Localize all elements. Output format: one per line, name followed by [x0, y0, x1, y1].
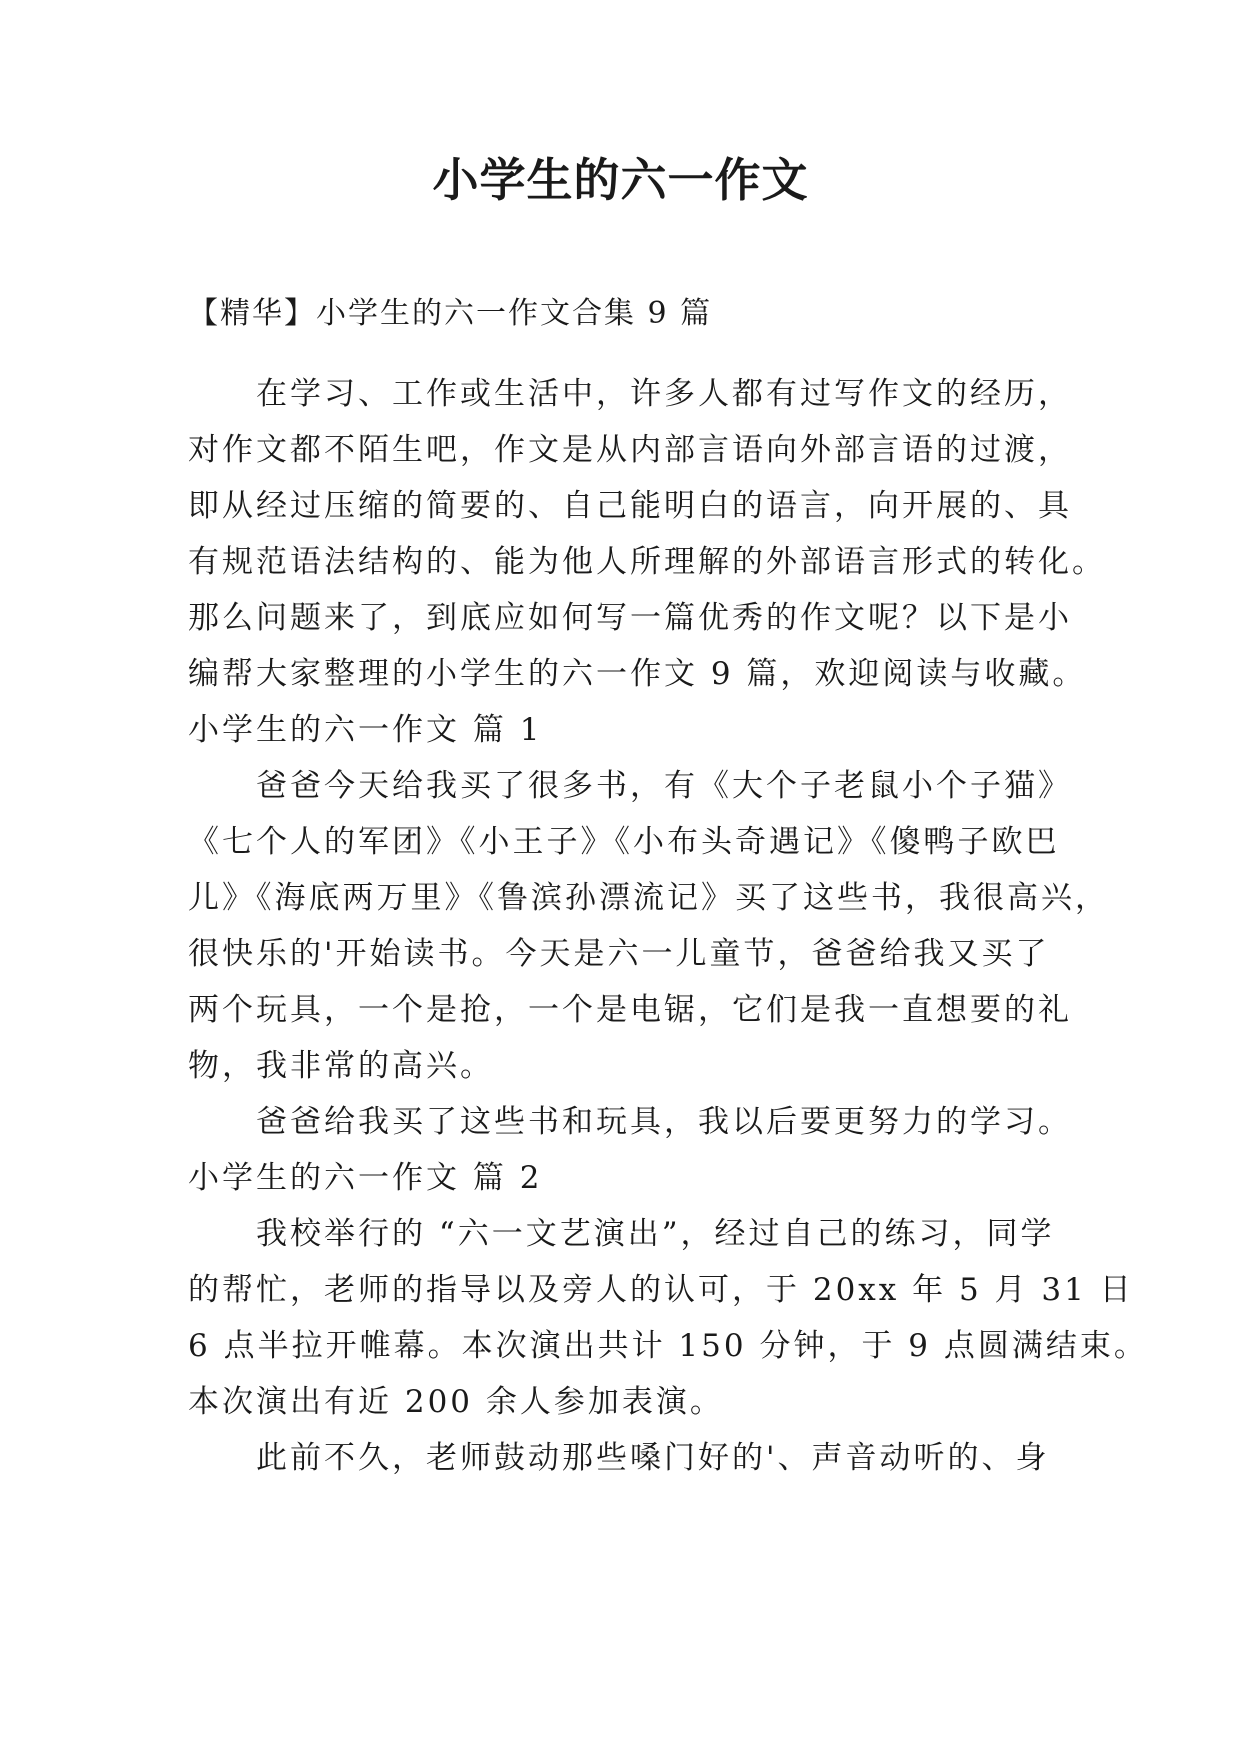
paragraph-line: 对作文都不陌生吧，作文是从内部言语向外部言语的过渡，	[188, 432, 1072, 468]
paragraph-line: 有规范语法结构的、能为他人所理解的外部语言形式的转化。	[188, 544, 1106, 580]
paragraph-line: 本次演出有近 200 余人参加表演。	[188, 1384, 724, 1420]
paragraph-line: 《七个人的军团》《小王子》《小布头奇遇记》《傻鸭子欧巴	[188, 824, 1060, 860]
paragraph-line: 此前不久，老师鼓动那些嗓门好的'、声音动听的、身	[256, 1440, 1050, 1476]
document-title: 小学生的六一作文	[432, 153, 809, 207]
paragraph-line: 两个玩具，一个是抢，一个是电锯，它们是我一直想要的礼	[188, 992, 1072, 1028]
section-heading: 小学生的六一作文 篇 1	[188, 712, 543, 748]
paragraph-line: 编帮大家整理的小学生的六一作文 9 篇，欢迎阅读与收藏。	[188, 656, 1087, 692]
section-heading: 小学生的六一作文 篇 2	[188, 1160, 543, 1196]
paragraph-line: 在学习、工作或生活中，许多人都有过写作文的经历，	[256, 376, 1072, 412]
document-subtitle: 【精华】小学生的六一作文合集 9 篇	[188, 296, 713, 331]
paragraph-line: 那么问题来了，到底应如何写一篇优秀的作文呢？以下是小	[188, 600, 1072, 636]
paragraph-line: 我校举行的 “六一文艺演出”，经过自己的练习，同学	[256, 1216, 1055, 1252]
paragraph-line: 6 点半拉开帷幕。本次演出共计 150 分钟，于 9 点圆满结束。	[188, 1328, 1148, 1364]
paragraph-line: 即从经过压缩的简要的、自己能明白的语言，向开展的、具	[188, 488, 1072, 524]
paragraph-line: 儿》《海底两万里》《鲁滨孙漂流记》买了这些书，我很高兴，	[188, 880, 1109, 916]
paragraph-line: 爸爸今天给我买了很多书，有《大个子老鼠小个子猫》	[256, 768, 1072, 804]
paragraph-line: 物，我非常的高兴。	[188, 1048, 494, 1084]
paragraph-line: 的帮忙，老师的指导以及旁人的认可，于 20xx 年 5 月 31 日	[188, 1272, 1134, 1308]
paragraph-line: 爸爸给我买了这些书和玩具，我以后要更努力的学习。	[256, 1104, 1072, 1140]
paragraph-line: 很快乐的'开始读书。今天是六一儿童节，爸爸给我又买了	[188, 936, 1050, 972]
